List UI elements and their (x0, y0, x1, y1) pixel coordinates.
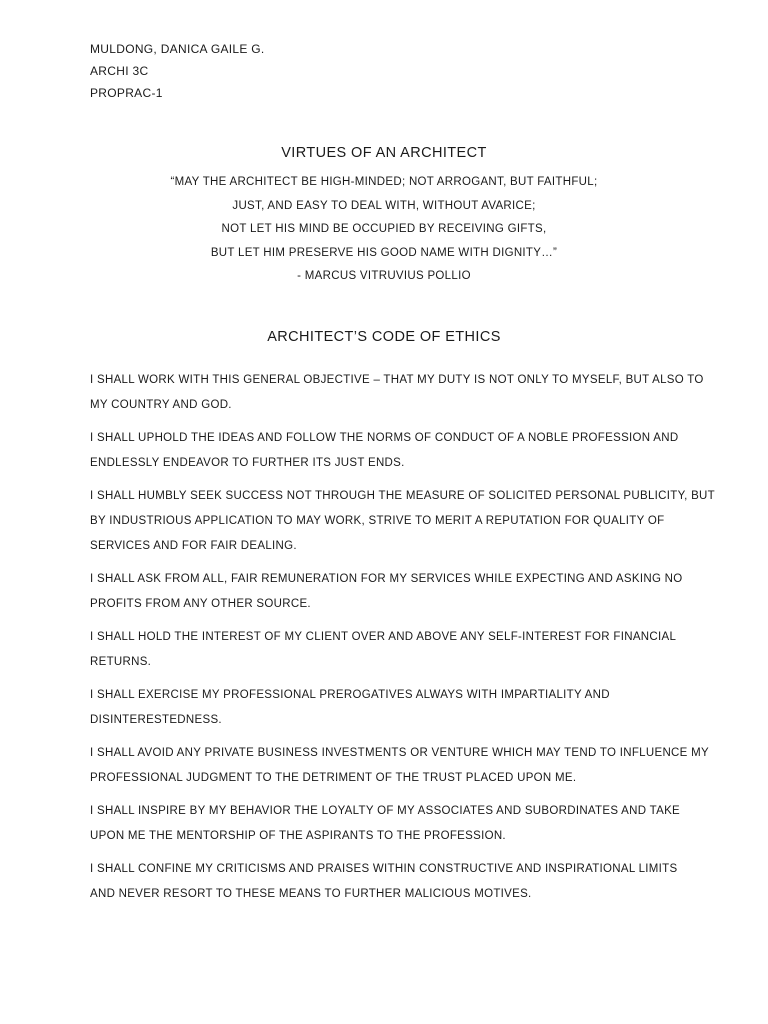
ethics-line: I SHALL WORK WITH THIS GENERAL OBJECTIVE – THAT MY DUTY IS NOT ONLY TO MYSELF, BUT ALSO TO (90, 374, 704, 386)
student-header (90, 38, 265, 104)
ethics-line: I SHALL EXERCISE MY PROFESSIONAL PREROGATIVES ALWAYS WITH IMPARTIALITY AND (90, 689, 610, 701)
student-name: MULDONG, DANICA GAILE G. (90, 42, 265, 56)
vitruvius-quote (0, 171, 768, 289)
quote-line: NOT LET HIS MIND BE OCCUPIED BY RECEIVING GIFTS, (221, 223, 547, 235)
quote-line: JUST, AND EASY TO DEAL WITH, WITHOUT AVARICE; (232, 199, 536, 212)
ethics-item (90, 857, 710, 907)
quote-attribution: - MARCUS VITRUVIUS POLLIO (297, 270, 471, 282)
ethics-line: I SHALL AVOID ANY PRIVATE BUSINESS INVESTMENTS OR VENTURE WHICH MAY TEND TO INFLUENCE MY (90, 747, 709, 759)
ethics-item (90, 426, 710, 476)
ethics-line: I SHALL UPHOLD THE IDEAS AND FOLLOW THE NORMS OF CONDUCT OF A NOBLE PROFESSION AND (90, 432, 679, 444)
ethics-line: UPON ME THE MENTORSHIP OF THE ASPIRANTS TO THE PROFESSION. (90, 830, 506, 842)
ethics-item (90, 484, 715, 559)
ethics-line: SERVICES AND FOR FAIR DEALING. (90, 540, 297, 552)
ethics-line: I SHALL INSPIRE BY MY BEHAVIOR THE LOYALTY OF MY ASSOCIATES AND SUBORDINATES AND TAKE (90, 805, 681, 817)
quote-line: BUT LET HIM PRESERVE HIS GOOD NAME WITH DIGNITY…” (210, 246, 558, 259)
ethics-item (90, 567, 710, 617)
ethics-list (90, 368, 715, 915)
ethics-item (90, 368, 710, 418)
ethics-line: PROFITS FROM ANY OTHER SOURCE. (90, 598, 311, 610)
ethics-line: DISINTERESTEDNESS. (90, 714, 222, 726)
code-of-ethics-title: ARCHITECT’S CODE OF ETHICS (267, 329, 501, 345)
ethics-item (90, 625, 710, 675)
course-code: PROPRAC-1 (90, 86, 163, 100)
ethics-line: I SHALL HUMBLY SEEK SUCCESS NOT THROUGH THE MEASURE OF SOLICITED PERSONAL PUBLICITY, BUT (90, 490, 715, 502)
quote-line: “MAY THE ARCHITECT BE HIGH-MINDED; NOT ARROGANT, BUT FAITHFUL; (170, 176, 598, 188)
student-section: ARCHI 3C (90, 64, 149, 78)
ethics-line: PROFESSIONAL JUDGMENT TO THE DETRIMENT OF THE TRUST PLACED UPON ME. (90, 772, 577, 784)
ethics-item (90, 799, 710, 849)
ethics-item (90, 683, 710, 733)
ethics-line: AND NEVER RESORT TO THESE MEANS TO FURTHER MALICIOUS MOTIVES. (90, 888, 532, 900)
ethics-item (90, 741, 710, 791)
ethics-line: I SHALL HOLD THE INTEREST OF MY CLIENT OVER AND ABOVE ANY SELF-INTEREST FOR FINANCIAL (90, 631, 677, 643)
ethics-line: ENDLESSLY ENDEAVOR TO FURTHER ITS JUST ENDS. (90, 457, 405, 469)
ethics-line: MY COUNTRY AND GOD. (90, 399, 232, 411)
virtues-title: VIRTUES OF AN ARCHITECT (281, 145, 487, 161)
ethics-line: I SHALL ASK FROM ALL, FAIR REMUNERATION FOR MY SERVICES WHILE EXPECTING AND ASKING NO (90, 573, 683, 585)
ethics-line: RETURNS. (90, 656, 152, 668)
ethics-line: BY INDUSTRIOUS APPLICATION TO MAY WORK, STRIVE TO MERIT A REPUTATION FOR QUALITY OF (90, 515, 665, 527)
ethics-line: I SHALL CONFINE MY CRITICISMS AND PRAISES WITHIN CONSTRUCTIVE AND INSPIRATIONAL LIMITS (90, 863, 678, 875)
